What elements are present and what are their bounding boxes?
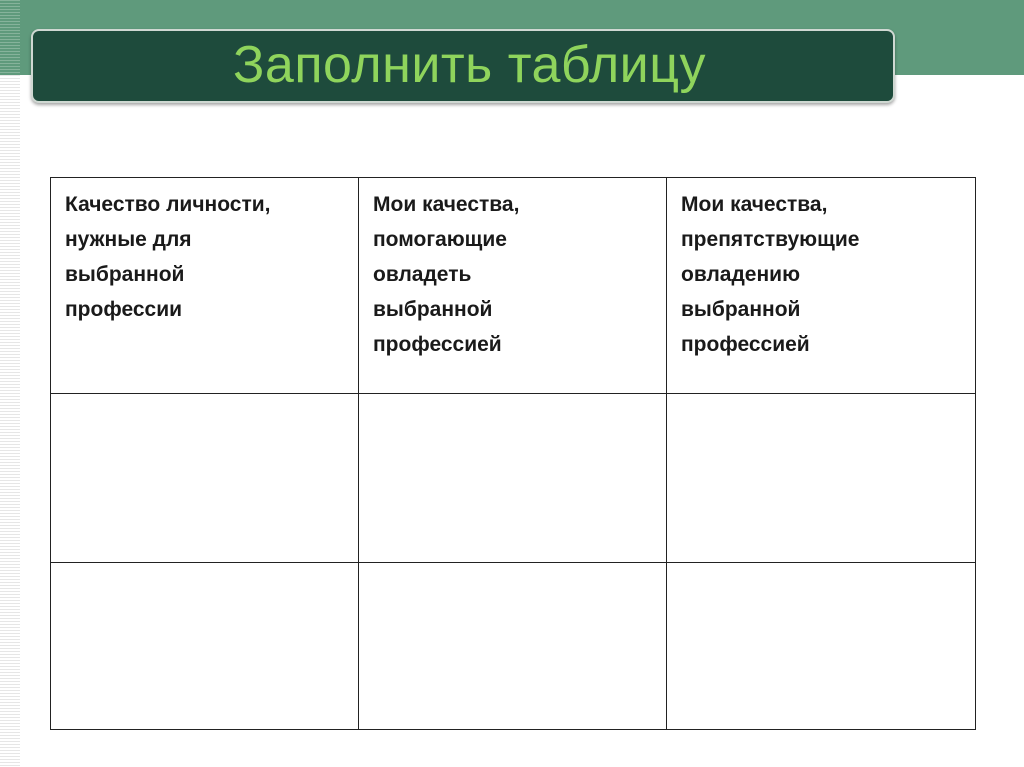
header-hindering-qualities: Мои качества, препятствующие овладению выбранной профессией [681, 193, 860, 356]
slide-title: Заполнить таблицу [233, 36, 706, 94]
header-helping-qualities: Мои качества, помогающие овладеть выбранной профессией [373, 193, 520, 356]
table-row [51, 394, 976, 563]
qualities-table [50, 177, 976, 730]
table-cell[interactable] [51, 563, 359, 730]
table-cell[interactable] [359, 563, 667, 730]
table-header-cell [51, 178, 359, 394]
table-header-cell [667, 178, 976, 394]
left-decorative-stripes-top [0, 0, 20, 75]
left-decorative-stripes [0, 75, 20, 767]
table-row [51, 563, 976, 730]
table-cell[interactable] [359, 394, 667, 563]
table-cell[interactable] [51, 394, 359, 563]
table-header-cell [359, 178, 667, 394]
table-header-row [51, 178, 976, 394]
table-cell[interactable] [667, 394, 976, 563]
header-personal-qualities: Качество личности, нужные для выбранной профессии [65, 193, 271, 321]
table-cell[interactable] [667, 563, 976, 730]
